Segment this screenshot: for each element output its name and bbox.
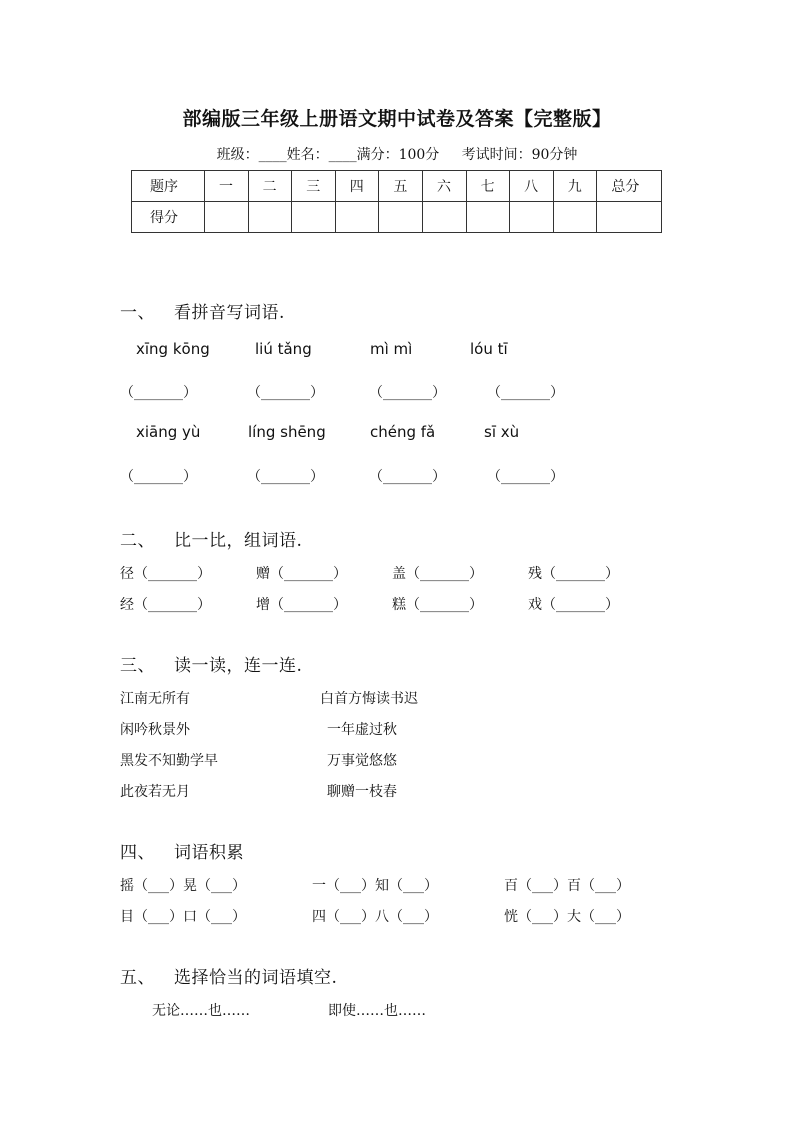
exam-info bbox=[0, 144, 794, 164]
page-title: 部编版三年级上册语文期中试卷及答案【完整版】 bbox=[182, 108, 612, 130]
pinyin: sī xù bbox=[484, 423, 520, 441]
section-number: 三、 bbox=[120, 656, 155, 676]
compare-item[interactable]: 径（_______） bbox=[120, 566, 211, 582]
idiom-item[interactable]: 恍（___）大（___） bbox=[504, 909, 630, 925]
score-cell[interactable] bbox=[466, 202, 510, 233]
row-label: 得分 bbox=[132, 202, 205, 233]
header-cell: 五 bbox=[379, 171, 423, 202]
section-title: 读一读，连一连. bbox=[174, 656, 303, 676]
match-right-item[interactable]: 万事觉悠悠 bbox=[327, 753, 397, 769]
pinyin: líng shēng bbox=[248, 423, 326, 441]
compare-item[interactable]: 赠（_______） bbox=[256, 566, 347, 582]
class-field: 班级：____ bbox=[216, 147, 287, 163]
match-right-item[interactable]: 聊赠一枝春 bbox=[327, 784, 397, 800]
score-cell[interactable] bbox=[510, 202, 554, 233]
match-right-item[interactable]: 一年虚过秋 bbox=[327, 722, 397, 738]
score-table-row bbox=[132, 202, 662, 233]
pinyin: mì mì bbox=[370, 340, 413, 358]
header-cell: 九 bbox=[553, 171, 597, 202]
section-number: 四、 bbox=[120, 843, 155, 863]
idiom-item[interactable]: 摇（___）晃（___） bbox=[120, 878, 246, 894]
header-cell: 总分 bbox=[597, 171, 662, 202]
answer-blank[interactable]: （_______） bbox=[369, 469, 446, 485]
header-cell: 八 bbox=[510, 171, 554, 202]
compare-item[interactable]: 戏（_______） bbox=[528, 597, 619, 613]
choice-option: 即使……也…… bbox=[328, 1003, 426, 1019]
score-cell[interactable] bbox=[379, 202, 423, 233]
answer-blank[interactable]: （_______） bbox=[487, 385, 564, 401]
idiom-item[interactable]: 百（___）百（___） bbox=[504, 878, 630, 894]
pinyin: chéng fǎ bbox=[370, 423, 436, 441]
pinyin: liú tǎng bbox=[255, 340, 312, 358]
full-score: 满分：100分 bbox=[356, 147, 440, 163]
compare-item[interactable]: 盖（_______） bbox=[392, 566, 483, 582]
match-right-item[interactable]: 白首方悔读书迟 bbox=[320, 691, 418, 707]
idiom-item[interactable]: 四（___）八（___） bbox=[312, 909, 438, 925]
section-number: 五、 bbox=[120, 968, 155, 988]
answer-blank[interactable]: （_______） bbox=[247, 385, 324, 401]
score-table-header bbox=[132, 171, 662, 202]
compare-item[interactable]: 增（_______） bbox=[256, 597, 347, 613]
answer-blank[interactable]: （_______） bbox=[120, 385, 197, 401]
match-left-item[interactable]: 闲吟秋景外 bbox=[120, 722, 190, 738]
section-2-heading bbox=[120, 526, 302, 551]
section-5-heading bbox=[120, 963, 337, 988]
score-cell[interactable] bbox=[205, 202, 249, 233]
match-left-item[interactable]: 江南无所有 bbox=[120, 691, 190, 707]
answer-blank[interactable]: （_______） bbox=[120, 469, 197, 485]
answer-blank[interactable]: （_______） bbox=[487, 469, 564, 485]
section-title: 选择恰当的词语填空. bbox=[174, 968, 338, 988]
section-4-heading bbox=[120, 838, 244, 863]
section-3-heading bbox=[120, 651, 302, 676]
exam-time: 考试时间：90分钟 bbox=[461, 147, 578, 163]
section-number: 一、 bbox=[120, 303, 155, 323]
pinyin: xiāng yù bbox=[136, 423, 201, 441]
answer-blank[interactable]: （_______） bbox=[247, 469, 324, 485]
match-left-item[interactable]: 此夜若无月 bbox=[120, 784, 190, 800]
score-cell[interactable] bbox=[248, 202, 292, 233]
score-cell[interactable] bbox=[335, 202, 379, 233]
idiom-item[interactable]: 一（___）知（___） bbox=[312, 878, 438, 894]
section-1-heading bbox=[120, 298, 285, 323]
header-cell: 四 bbox=[335, 171, 379, 202]
header-cell: 一 bbox=[205, 171, 249, 202]
section-title: 比一比，组词语. bbox=[174, 531, 303, 551]
score-cell[interactable] bbox=[597, 202, 662, 233]
compare-item[interactable]: 经（_______） bbox=[120, 597, 211, 613]
match-left-item[interactable]: 黑发不知勤学早 bbox=[120, 753, 218, 769]
pinyin: xīng kōng bbox=[136, 340, 210, 358]
score-table bbox=[131, 170, 662, 233]
name-field: 姓名：____ bbox=[286, 147, 357, 163]
header-cell: 题序 bbox=[132, 171, 205, 202]
header-cell: 七 bbox=[466, 171, 510, 202]
score-cell[interactable] bbox=[292, 202, 336, 233]
choice-option: 无论……也…… bbox=[152, 1003, 250, 1019]
section-title: 词语积累 bbox=[174, 843, 244, 863]
compare-item[interactable]: 糕（_______） bbox=[392, 597, 483, 613]
section-number: 二、 bbox=[120, 531, 155, 551]
section-title: 看拼音写词语. bbox=[174, 303, 285, 323]
header-cell: 六 bbox=[422, 171, 466, 202]
score-cell[interactable] bbox=[553, 202, 597, 233]
score-cell[interactable] bbox=[422, 202, 466, 233]
compare-item[interactable]: 残（_______） bbox=[528, 566, 619, 582]
pinyin: lóu tī bbox=[470, 340, 508, 358]
header-cell: 三 bbox=[292, 171, 336, 202]
idiom-item[interactable]: 目（___）口（___） bbox=[120, 909, 246, 925]
header-cell: 二 bbox=[248, 171, 292, 202]
answer-blank[interactable]: （_______） bbox=[369, 385, 446, 401]
